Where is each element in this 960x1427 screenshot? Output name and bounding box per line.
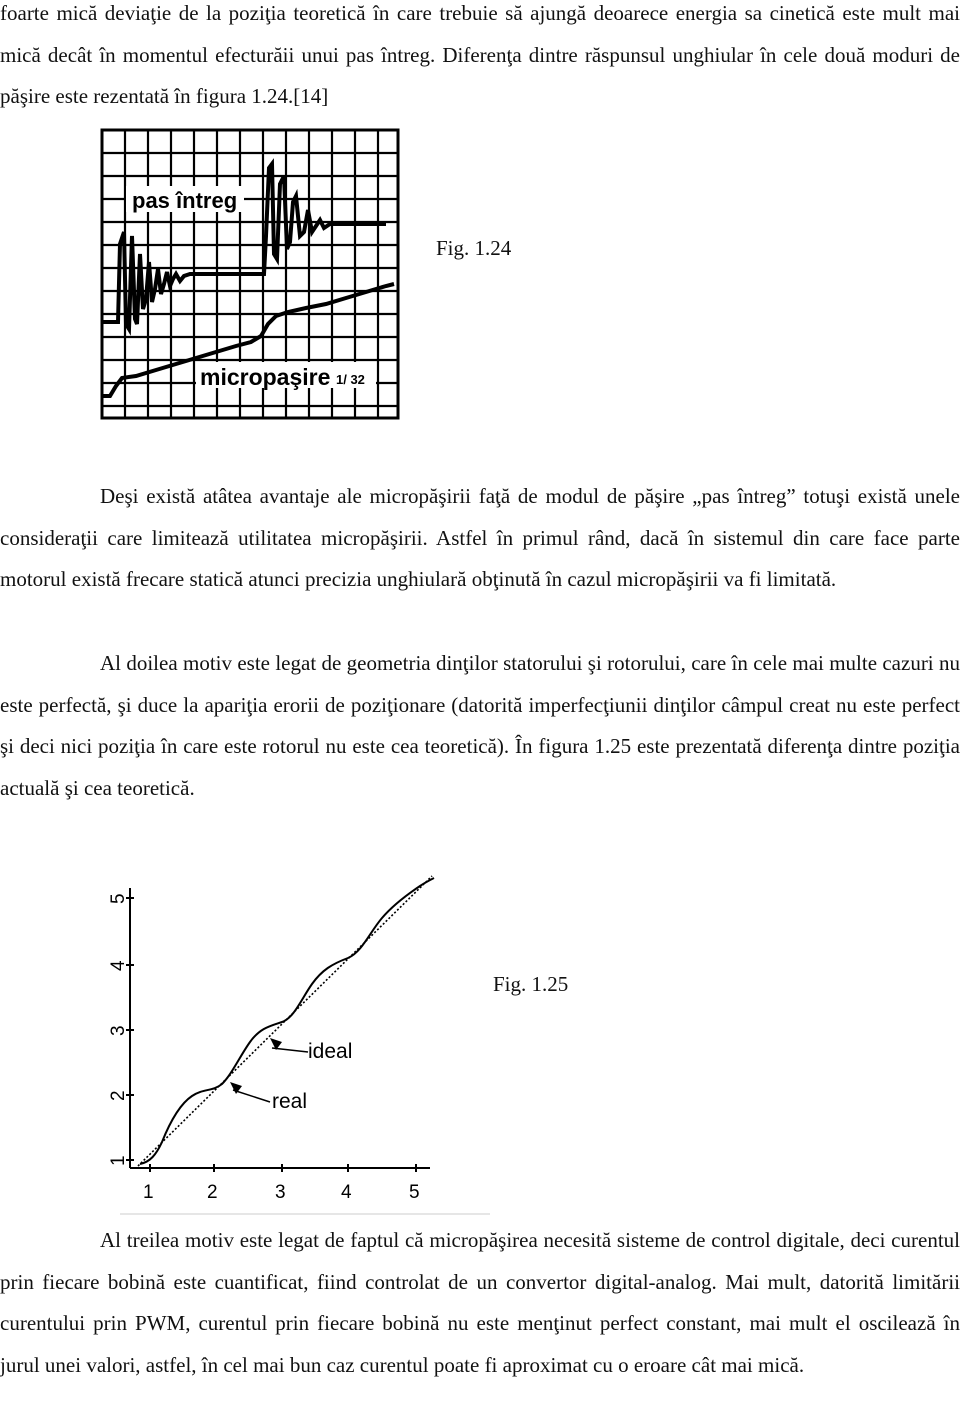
x-tick-1: 1	[143, 1182, 154, 1203]
figure-1-24-caption: Fig. 1.24	[436, 236, 512, 260]
figure-1-25-caption: Fig. 1.25	[493, 972, 569, 996]
label-microstep: micropaşire	[200, 364, 331, 390]
paragraph-1: foarte mică deviaţie de la poziţia teoretică în care trebuie să ajungă deoarece energia sa cinetică este mult mai mică decât în momentul efecturăii unui pas întreg. Diferenţa dintre răspunsul unghiular în cele două moduri de păşire este rezentată în figura 1.24.[14]	[0, 1, 960, 108]
x-tick-4: 4	[341, 1182, 352, 1203]
axes	[126, 888, 430, 1172]
x-tick-5: 5	[409, 1182, 420, 1203]
label-ideal: ideal	[308, 1040, 353, 1063]
paragraph-4: Al treilea motiv este legat de faptul că micropăşirea necesită sisteme de control digitale, deci curentul prin fiecare bobină este cuantificat, fiind controlat de un convertor digital-analog. Mai mult, datorită limitării curentului prin PWM, curentul prin fiecare bobină nu este menţinut perfect constant, mai mult el oscilează în jurul unei valori, astfel, în cel mai bun caz curentul poate fi aproximat cu o eroare cât mai mică.	[0, 1228, 960, 1377]
y-tick-2: 2	[108, 1090, 129, 1101]
paragraph-3: Al doilea motiv este legat de geometria dinţilor statorului şi rotorului, care în cele mai multe cazuri nu este perfectă, şi duce la apariţia erorii de poziţionare (datorită imperfecţiunii dinţilor câmpul creat nu este perfect şi deci nici poziţia în care este rotorul nu este cea teoretică). În figura 1.25 este prezentată diferenţa dintre poziţia actuală şi cea teoretică.	[0, 651, 960, 800]
x-tick-2: 2	[207, 1182, 218, 1203]
y-tick-1: 1	[108, 1155, 129, 1166]
label-real: real	[272, 1090, 308, 1113]
y-tick-3: 3	[108, 1025, 129, 1036]
label-full-step: pas întreg	[132, 188, 238, 213]
paragraph-2: Deşi există atâtea avantaje ale micropăşirii faţă de modul de păşire „pas întreg” totuşi există unele consideraţii care limitează utilitatea micropăşirii. Astfel în primul rând, dacă în sistemul din care face parte motorul există frecare statică atunci precizia unghiulară obţinută în cazul micropăşirii va fi limitată.	[0, 484, 960, 591]
figure-1-25	[100, 870, 500, 1220]
x-tick-3: 3	[275, 1182, 286, 1203]
y-tick-5: 5	[108, 893, 129, 904]
label-fraction: 1/ 32	[336, 372, 365, 387]
figure-1-24	[96, 124, 408, 426]
y-tick-4: 4	[108, 960, 129, 971]
